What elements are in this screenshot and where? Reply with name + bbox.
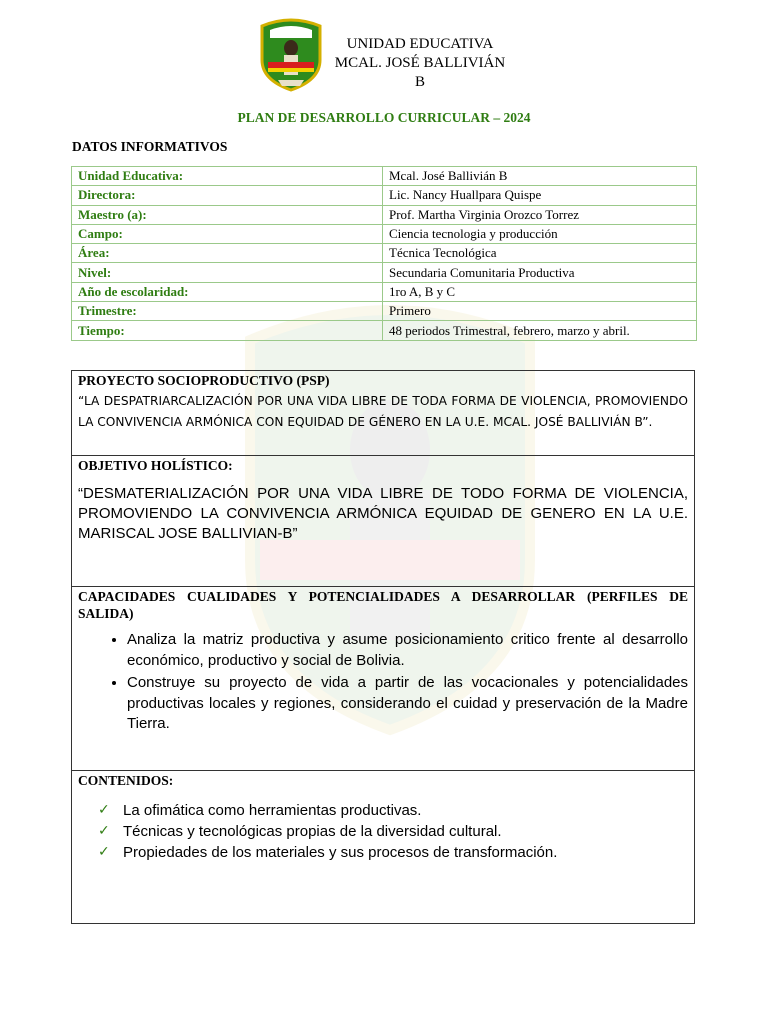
table-row bbox=[72, 282, 697, 301]
list-item-text: Técnicas y tecnológicas propias de la diversidad cultural. bbox=[123, 823, 502, 840]
table-row bbox=[72, 205, 697, 224]
table-row bbox=[72, 167, 697, 186]
capacidades-list bbox=[72, 630, 688, 735]
row-value: Mcal. José Ballivián B bbox=[383, 167, 697, 186]
table-row bbox=[72, 186, 697, 205]
row-value: Secundaria Comunitaria Productiva bbox=[383, 263, 697, 282]
header-line-1: UNIDAD EDUCATIVA bbox=[346, 36, 494, 52]
table-row bbox=[72, 244, 697, 263]
row-value: 48 periodos Trimestral, febrero, marzo y abril. bbox=[383, 321, 697, 340]
document-header bbox=[0, 14, 768, 94]
row-label: Año de escolaridad: bbox=[72, 282, 383, 301]
list-item: • Construye su proyecto de vida a partir de las vocacionales y potencialidades productivas locales y regiones, considerando el cuidad y preservación de la Madre Tierra. bbox=[127, 673, 688, 735]
plan-title: PLAN DE DESARROLLO CURRICULAR – 2024 bbox=[237, 110, 531, 125]
list-item-text: La ofimática como herramientas productivas. bbox=[123, 802, 422, 819]
row-value: 1ro A, B y C bbox=[383, 282, 697, 301]
psp-text: “LA DESPATRIARCALIZACIÓN POR UNA VIDA LIBRE DE TODA FORMA DE VIOLENCIA, PROMOVIENDO LA CONVIVENCIA ARMÓNICA CON EQUIDAD DE GÉNERO EN LA U.E. MCAL. JOSÉ BALLIVIÁN B”. bbox=[78, 394, 688, 429]
row-label: Maestro (a): bbox=[72, 205, 383, 224]
list-item-text: Propiedades de los materiales y sus procesos de transformación. bbox=[123, 844, 558, 861]
list-item: • Analiza la matriz productiva y asume posicionamiento critico frente al desarrollo económico, productivo y social de Bolivia. bbox=[127, 630, 688, 671]
table-row bbox=[72, 263, 697, 282]
row-label: Nivel: bbox=[72, 263, 383, 282]
table-row bbox=[72, 302, 697, 321]
list-item bbox=[98, 800, 694, 821]
checkmark-icon: ✓ bbox=[98, 823, 110, 839]
table-row bbox=[72, 321, 697, 340]
row-label: Trimestre: bbox=[72, 302, 383, 321]
psp-section bbox=[71, 370, 695, 456]
row-label: Campo: bbox=[72, 224, 383, 243]
objetivo-section bbox=[71, 455, 695, 587]
row-value: Técnica Tecnológica bbox=[383, 244, 697, 263]
row-label: Directora: bbox=[72, 186, 383, 205]
list-item bbox=[98, 842, 694, 863]
row-value: Lic. Nancy Huallpara Quispe bbox=[383, 186, 697, 205]
objetivo-text: “DESMATERIALIZACIÓN POR UNA VIDA LIBRE DE TODO FORMA DE VIOLENCIA, PROMOVIENDO LA CONVIVENCIA ARMÓNICA EQUIDAD DE GENERO EN LA U.E. MARISCAL JOSE BALLIVIAN-B” bbox=[78, 485, 688, 542]
school-shield-logo-icon bbox=[258, 16, 324, 92]
header-line-2: MCAL. JOSÉ BALLIVIÁN B bbox=[334, 55, 506, 90]
table-row bbox=[72, 224, 697, 243]
checkmark-icon: ✓ bbox=[98, 802, 110, 818]
objetivo-title: OBJETIVO HOLÍSTICO: bbox=[78, 458, 233, 473]
datos-informativos-table bbox=[71, 166, 697, 341]
list-item bbox=[98, 821, 694, 842]
checkmark-icon: ✓ bbox=[98, 844, 110, 860]
row-value: Primero bbox=[383, 302, 697, 321]
contenidos-list bbox=[72, 800, 694, 863]
datos-informativos-title: DATOS INFORMATIVOS bbox=[72, 139, 228, 154]
row-value: Prof. Martha Virginia Orozco Torrez bbox=[383, 205, 697, 224]
contenidos-title: CONTENIDOS: bbox=[78, 773, 174, 788]
row-label: Tiempo: bbox=[72, 321, 383, 340]
capacidades-title: CAPACIDADES CUALIDADES Y POTENCIALIDADES A DESARROLLAR (PERFILES DE SALIDA) bbox=[78, 589, 688, 621]
contenidos-section bbox=[71, 770, 695, 924]
capacidades-section bbox=[71, 586, 695, 771]
row-label: Unidad Educativa: bbox=[72, 167, 383, 186]
row-value: Ciencia tecnologia y producción bbox=[383, 224, 697, 243]
row-label: Área: bbox=[72, 244, 383, 263]
psp-title: PROYECTO SOCIOPRODUCTIVO (PSP) bbox=[78, 373, 330, 388]
